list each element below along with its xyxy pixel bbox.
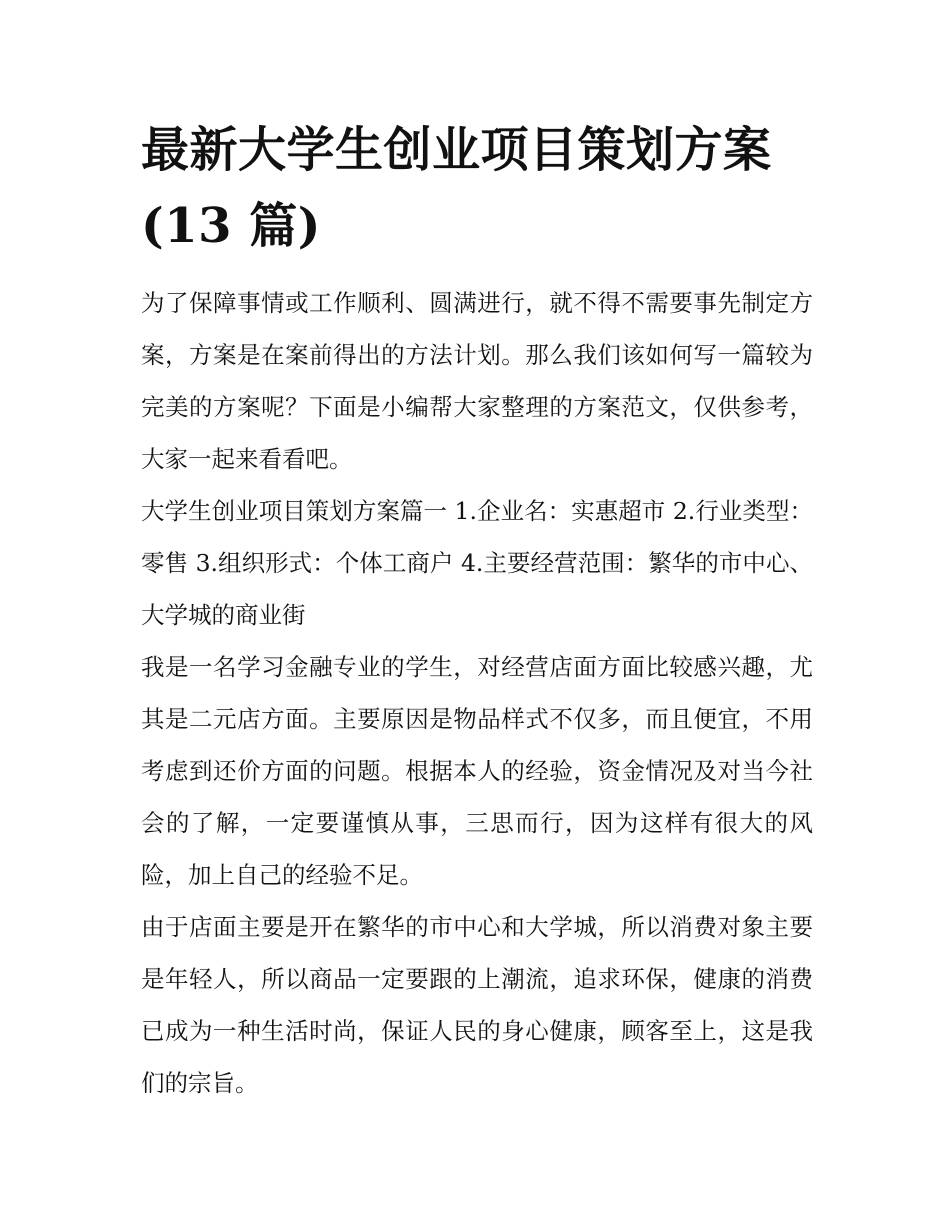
business-info-paragraph: 大学生创业项目策划方案篇一 1.企业名：实惠超市 2.行业类型：零售 3.组织形式：个体工商户 4.主要经营范围：繁华的市中心、大学城的商业街	[141, 497, 813, 629]
paragraph-list	[141, 277, 813, 1109]
document-body	[141, 112, 813, 1109]
background-paragraph: 我是一名学习金融专业的学生，对经营店面方面比较感兴趣，尤其是二元店方面。主要原因是物品样式不仅多，而且便宜，不用考虑到还价方面的问题。根据本人的经验，资金情况及对当今社会的了解，一定要谨慎从事，三思而行，因为这样有很大的风险，加上自己的经验不足。	[141, 653, 813, 889]
target-customer-paragraph: 由于店面主要是开在繁华的市中心和大学城，所以消费对象主要是年轻人，所以商品一定要跟的上潮流，追求环保，健康的消费已成为一种生活时尚，保证人民的身心健康，顾客至上，这是我们的宗旨。	[141, 913, 813, 1097]
title-line-1: 最新大学生创业项目策划方案	[141, 122, 772, 178]
intro-paragraph: 为了保障事情或工作顺利、圆满进行，就不得不需要事先制定方案，方案是在案前得出的方法计划。那么我们该如何写一篇较为完美的方案呢？下面是小编帮大家整理的方案范文，仅供参考，大家一起来看看吧。	[141, 289, 813, 473]
title-line-2: (13 篇)	[141, 198, 321, 254]
page-title	[141, 112, 813, 264]
